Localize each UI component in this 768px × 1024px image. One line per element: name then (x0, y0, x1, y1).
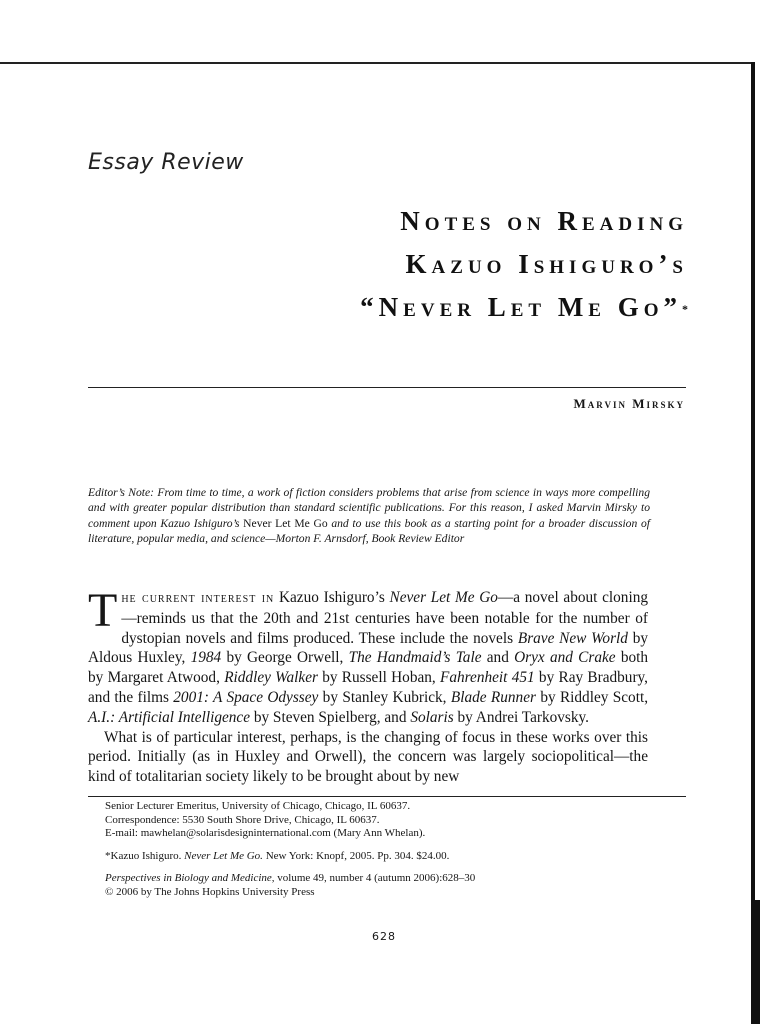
text-run: by Riddley Scott, (540, 688, 649, 706)
lead-small-caps: he current interest in (121, 591, 275, 606)
text-run: by Stanley Kubrick, (322, 688, 447, 706)
editor-note-part1: Editor’s Note: From time to time, a work of fiction considers problems that arise from science in ways more compelling and with greater popular distribution than standard scientific publications. For this reason, I asked Marvin Mirsky to comment upon Kazuo Ishiguro’s (88, 486, 650, 530)
journal-citation (105, 872, 665, 886)
footnotes (105, 800, 665, 899)
page-number: 628 (372, 930, 396, 943)
title-footnote-marker: * (682, 302, 688, 316)
text-run: by Ray Bradbury, and the films (88, 669, 649, 706)
text-run: —a novel about cloning—reminds us that the 20th and 21st centuries have been notable for the number of dystopian novels and films produced. These include the novels (121, 589, 648, 647)
book-title: The Handmaid’s Tale (348, 649, 482, 667)
journal-volume: volume 49, number 4 (autumn 2006):628–30 (277, 872, 476, 884)
page-edge (751, 62, 755, 1024)
paragraph-1 (88, 584, 649, 728)
paragraph-2: What is of particular interest, perhaps, is the changing of focus in these works over this period. Initially (as in Huxley and Orwell), the concern was largely sociopolitical—the kind of totalitarian society likely to be brought about by new (88, 728, 648, 786)
text-run: both by Margaret Atwood, (88, 649, 649, 687)
film-title: A.I.: Artificial Intelligence (88, 708, 250, 726)
citation-text: New York: Knopf, 2005. Pp. 304. $24.00. (265, 849, 450, 862)
journal-title: Perspectives in Biology and Medicine, (105, 872, 275, 884)
page-edge-lower (754, 900, 760, 1024)
title-line-3 (360, 286, 688, 329)
book-title: Brave New World (517, 629, 628, 647)
book-title: 1984 (190, 649, 222, 667)
text-run: by Russell Hoban, (322, 669, 436, 687)
author-affiliation: Senior Lecturer Emeritus, University of Chicago, Chicago, IL 60637. (105, 800, 411, 812)
title-line-1: Notes on Reading (400, 206, 688, 236)
correspondence-address: Correspondence: 5530 South Shore Drive, Chicago, IL 60637. (105, 813, 380, 826)
book-title: Fahrenheit 451 (440, 669, 535, 687)
film-title: 2001: A Space Odyssey (173, 688, 319, 706)
book-title: Riddley Walker (224, 669, 318, 687)
film-title: Blade Runner (450, 688, 536, 706)
top-rule (0, 62, 752, 64)
book-title: Oryx and Crake (514, 649, 616, 667)
book-title: Never Let Me Go (389, 589, 498, 606)
email-contact: E-mail: mawhelan@solarisdesigninternational.com (Mary Ann Whelan). (105, 827, 426, 839)
footnote-rule (88, 796, 686, 797)
drop-cap: T (88, 584, 118, 637)
article-body (88, 584, 649, 787)
section-label: Essay Review (88, 150, 244, 175)
text-run: by Andrei Tarkovsky. (457, 708, 589, 726)
editor-note-part2: and to use this book as a starting point for a broader discussion of literature, popular media, and science—Morton F. Arnsdorf, Book Review Editor (88, 516, 650, 545)
article-title (360, 200, 688, 329)
editor-note (88, 485, 650, 546)
title-line-3-text: “Never Let Me Go” (360, 292, 682, 322)
text-run: by Aldous Huxley, (88, 629, 649, 667)
citation-title: Never Let Me Go. (184, 849, 263, 862)
copyright-notice: © 2006 by The Johns Hopkins University Press (105, 885, 315, 898)
film-title: Solaris (410, 708, 454, 726)
title-line-2: Kazuo Ishiguro’s (405, 249, 688, 279)
text-run: and (486, 649, 509, 667)
author-name: Marvin Mirsky (573, 396, 685, 411)
text-run: by Steven Spielberg, and (253, 708, 407, 726)
book-citation (105, 850, 665, 864)
citation-text: *Kazuo Ishiguro. (105, 849, 182, 862)
text-run: Kazuo Ishiguro’s (278, 589, 385, 606)
text-run: by George Orwell, (226, 649, 344, 667)
author-rule (88, 387, 686, 388)
editor-note-book-title: Never Let Me Go (243, 516, 328, 530)
